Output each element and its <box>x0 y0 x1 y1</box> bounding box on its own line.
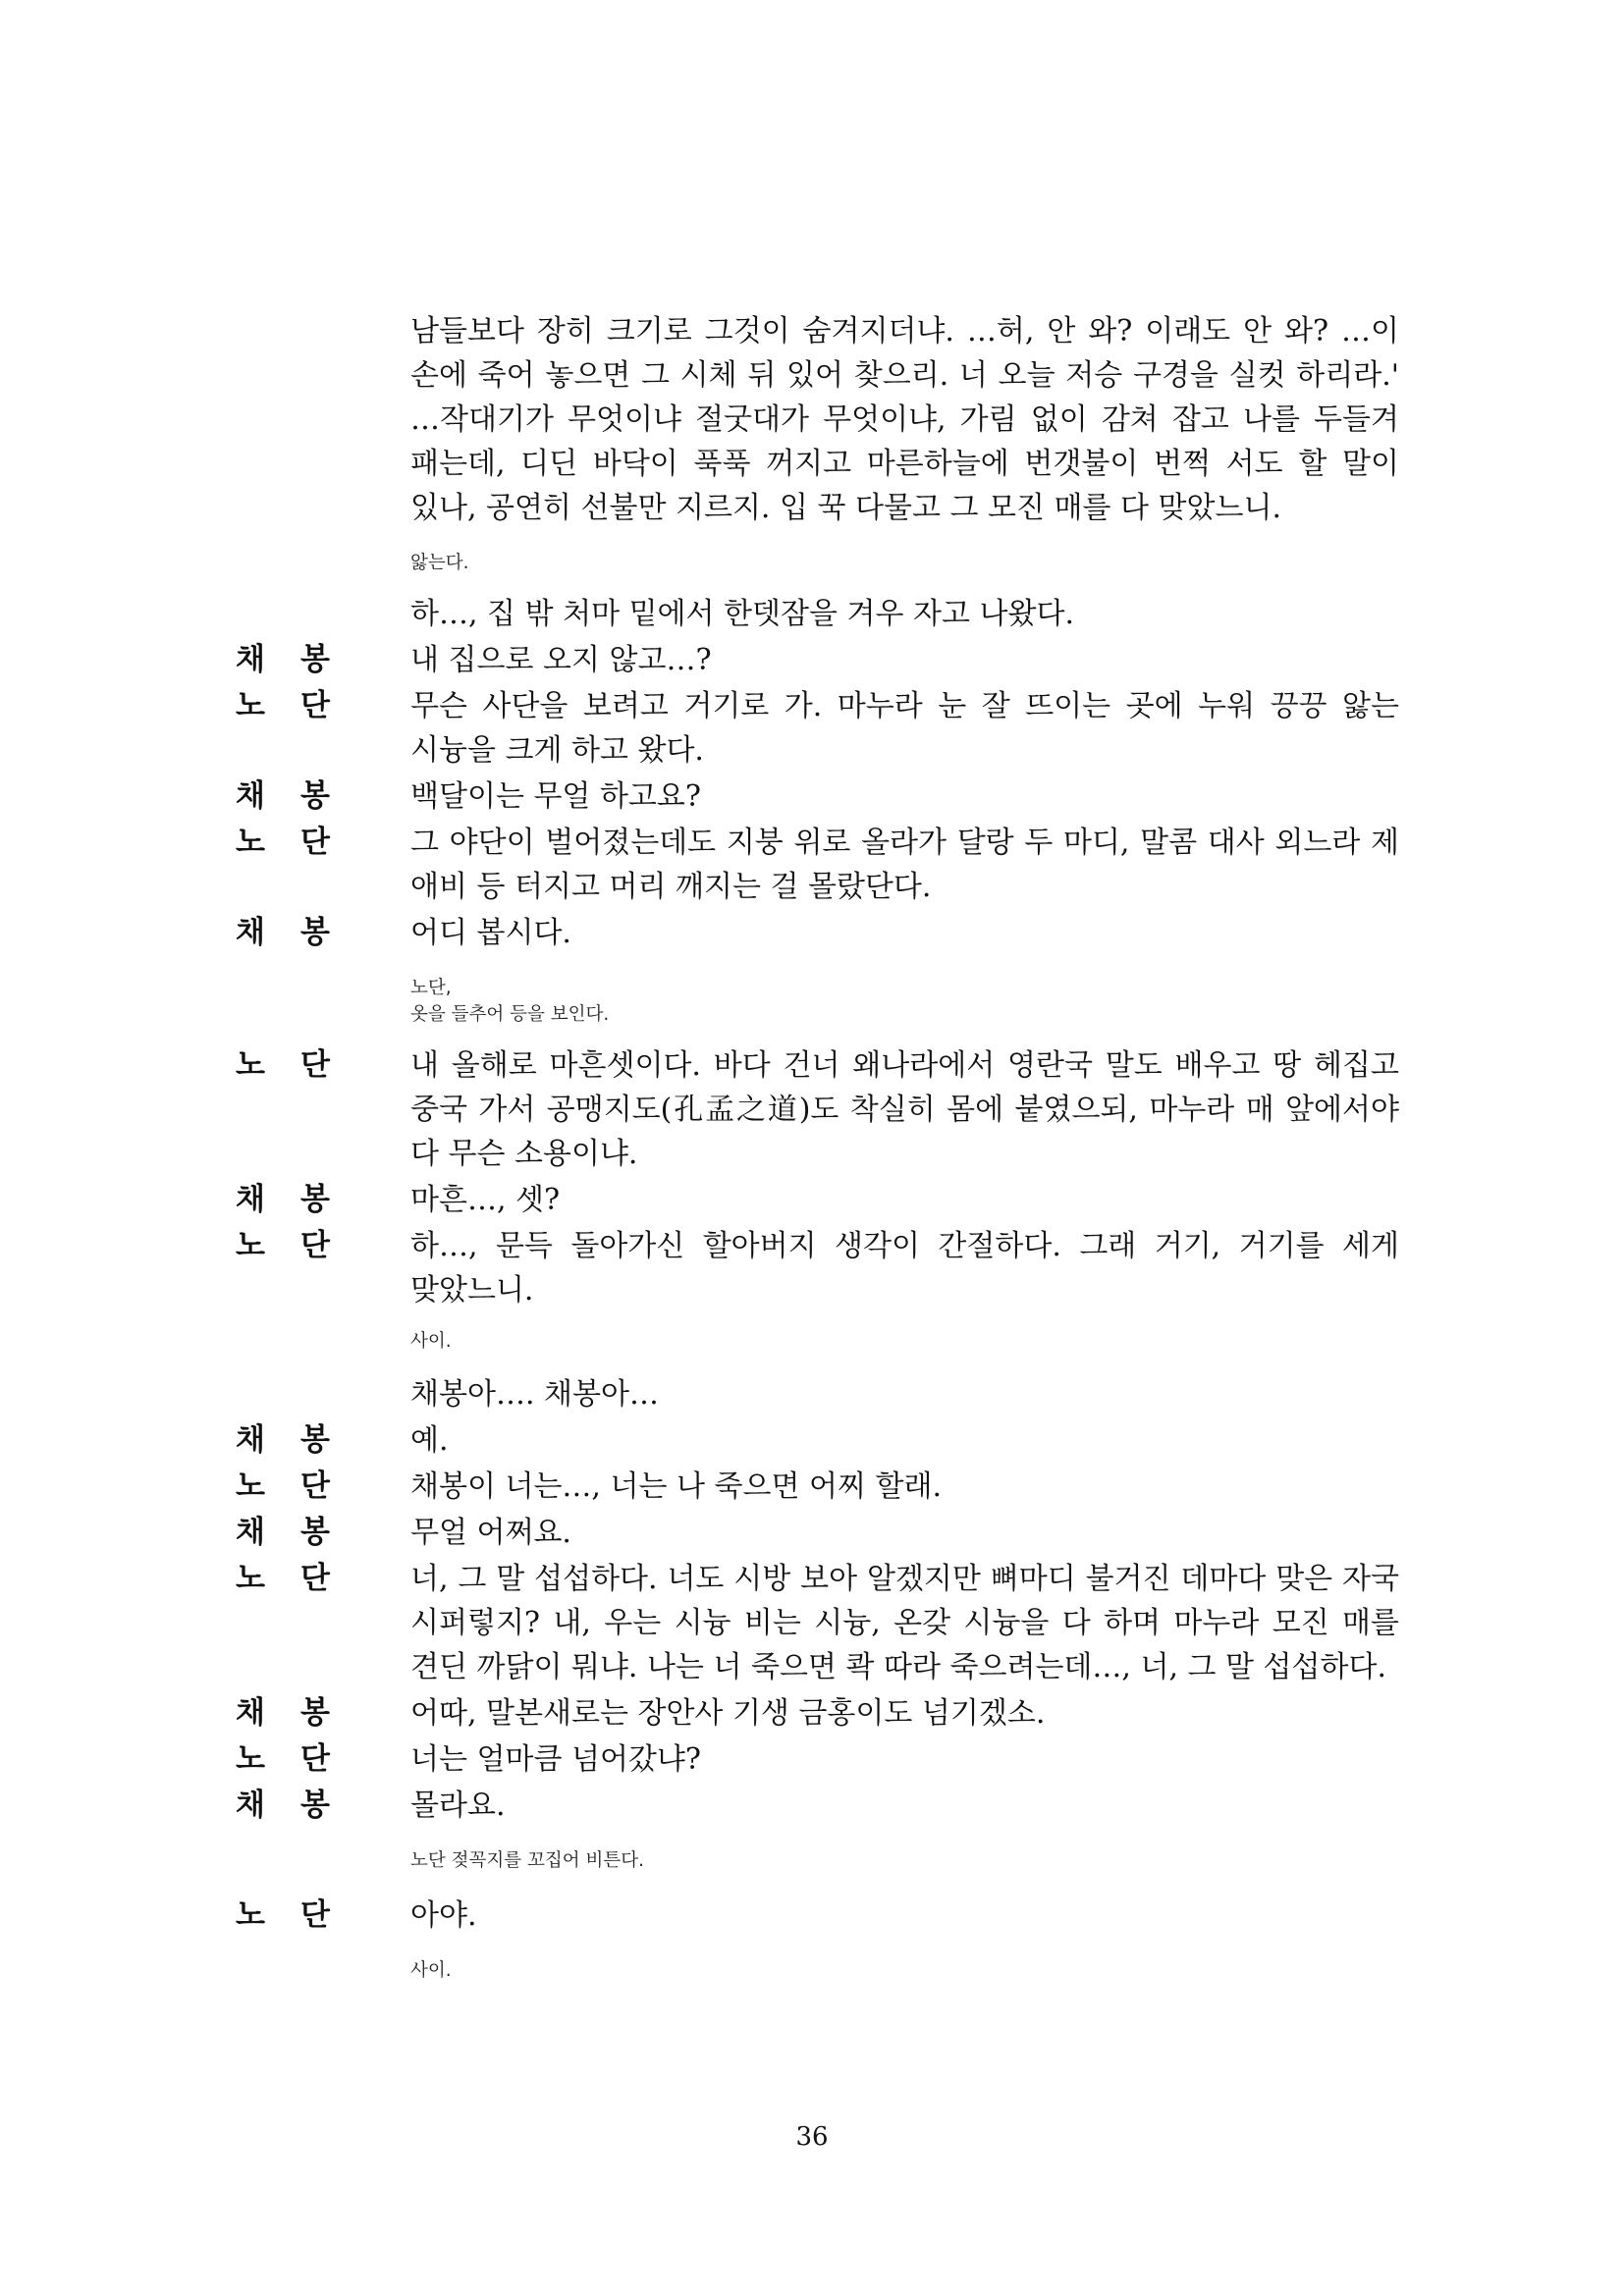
dialogue-text: 마흔…, 셋? <box>410 1183 561 1217</box>
dialogue-line <box>236 1557 1399 1689</box>
dialogue-line <box>236 1465 1399 1509</box>
dialogue-text: 내 올해로 마흔셋이다. 바다 건너 왜나라에서 영란국 말도 배우고 땅 헤집고 중국 가서 공맹지도(孔孟之道)도 착실히 몸에 붙였으되, 마누라 매 앞에서야 다 무슨 소용이냐. <box>410 1048 1399 1171</box>
page-number: 36 <box>795 2122 829 2152</box>
dialogue-line <box>236 1372 1399 1416</box>
speaker-name: 채봉 <box>236 1695 365 1731</box>
speaker-name: 채봉 <box>236 1182 365 1217</box>
speaker-name: 노단 <box>236 1561 365 1596</box>
speaker-name: 채봉 <box>236 1788 365 1823</box>
dialogue-line <box>236 1894 1399 1938</box>
dialogue-line <box>236 774 1399 819</box>
dialogue-text: 어디 봅시다. <box>410 916 571 950</box>
stage-direction-line: 노단, <box>410 978 452 998</box>
dialogue-text: 어따, 말본새로는 장안사 기생 금홍이도 넘기겠소. <box>410 1696 1046 1731</box>
stage-direction <box>410 1847 1399 1874</box>
stage-direction-line: 사이. <box>410 1960 452 1981</box>
speaker-name: 채봉 <box>236 915 365 950</box>
stage-direction-line: 노단 젖꼭지를 꼬집어 비튼다. <box>410 1850 644 1871</box>
dialogue-line <box>236 1178 1399 1222</box>
dialogue-text: 무슨 사단을 보려고 거기로 가. 마누라 눈 잘 뜨이는 곳에 누워 끙끙 앓는 시늉을 크게 하고 왔다. <box>410 689 1399 768</box>
stage-direction <box>410 550 1399 576</box>
speaker-name: 채봉 <box>236 642 365 677</box>
dialogue-line <box>236 1691 1399 1735</box>
stage-direction <box>410 1957 1399 1984</box>
speaker-name: 노단 <box>236 1897 365 1933</box>
speaker-name: 노단 <box>236 825 365 860</box>
dialogue-line <box>236 1418 1399 1463</box>
dialogue-text: 아야. <box>410 1898 477 1933</box>
dialogue-line <box>236 309 1399 530</box>
speaker-name <box>236 1372 410 1416</box>
dialogue-text: 너, 그 말 섭섭하다. 너도 시방 보아 알겠지만 뼈마디 불거진 데마다 맞은 자국 시퍼렇지? 내, 우는 시늉 비는 시늉, 온갖 시늉을 다 하며 마누라 모진 매를 견딘 까닭이 뭐냐. 나는 너 죽으면 콱 따라 죽으려는데…, 너, 그 말 섭섭하다. <box>410 1562 1399 1684</box>
dialogue-text: 내 집으로 오지 않고…? <box>410 643 712 677</box>
script-content <box>236 309 1399 1984</box>
speaker-name: 노단 <box>236 1468 365 1504</box>
speaker-name: 노단 <box>236 688 365 723</box>
dialogue-line <box>236 1224 1399 1312</box>
speaker-name: 노단 <box>236 1228 365 1263</box>
dialogue-text: 하…, 집 밖 처마 밑에서 한뎃잠을 겨우 자고 나왔다. <box>410 597 1074 631</box>
dialogue-text: 채봉이 너는…, 너는 나 죽으면 어찌 할래. <box>410 1469 942 1504</box>
dialogue-line <box>236 1784 1399 1828</box>
stage-direction <box>410 1328 1399 1355</box>
dialogue-line <box>236 911 1399 955</box>
dialogue-text: 백달이는 무얼 하고요? <box>410 779 701 814</box>
dialogue-text: 몰라요. <box>410 1789 506 1823</box>
dialogue-line <box>236 821 1399 909</box>
speaker-name: 노단 <box>236 1741 365 1777</box>
speaker-name: 채봉 <box>236 778 365 814</box>
dialogue-line <box>236 638 1399 682</box>
dialogue-text: 그 야단이 벌어졌는데도 지붕 위로 올라가 달랑 두 마디, 말콤 대사 외느라 제 애비 등 터지고 머리 깨지는 걸 몰랐단다. <box>410 826 1399 904</box>
stage-direction-line: 사이. <box>410 1331 452 1352</box>
dialogue-text: 하…, 문득 돌아가신 할아버지 생각이 간절하다. 그래 거기, 거기를 세게 맞았느니. <box>410 1229 1399 1308</box>
dialogue-line <box>236 1511 1399 1555</box>
speaker-name: 채봉 <box>236 1422 365 1458</box>
dialogue-text: 예. <box>410 1423 449 1458</box>
speaker-name: 채봉 <box>236 1515 365 1550</box>
stage-direction-line: 앓는다. <box>410 553 469 573</box>
dialogue-line <box>236 1737 1399 1782</box>
dialogue-line <box>236 684 1399 773</box>
dialogue-line <box>236 1043 1399 1176</box>
stage-direction <box>410 975 1399 1028</box>
speaker-name <box>236 309 410 530</box>
dialogue-text: 남들보다 장히 크기로 그것이 숨겨지더냐. …허, 안 와? 이래도 안 와? …이 손에 죽어 놓으면 그 시체 뒤 있어 찾으리. 너 오늘 저승 구경을 실컷 하리라.' …작대기가 무엇이냐 절굿대가 무엇이냐, 가림 없이 감쳐 잡고 나를 두들겨 패는데, 디딘 바닥이 푹푹 꺼지고 마른하늘에 번갯불이 번쩍 서도 할 말이 있나, 공연히 선불만 지르지. 입 꾹 다물고 그 모진 매를 다 맞았느니. <box>410 314 1399 525</box>
speaker-name <box>236 592 410 636</box>
dialogue-text: 무얼 어쩌요. <box>410 1516 571 1550</box>
dialogue-text: 너는 얼마큼 넘어갔냐? <box>410 1742 701 1777</box>
stage-direction-line: 옷을 들추어 등을 보인다. <box>410 1004 610 1025</box>
dialogue-line <box>236 592 1399 636</box>
speaker-name: 노단 <box>236 1047 365 1083</box>
dialogue-text: 채봉아…. 채봉아… <box>410 1377 659 1412</box>
